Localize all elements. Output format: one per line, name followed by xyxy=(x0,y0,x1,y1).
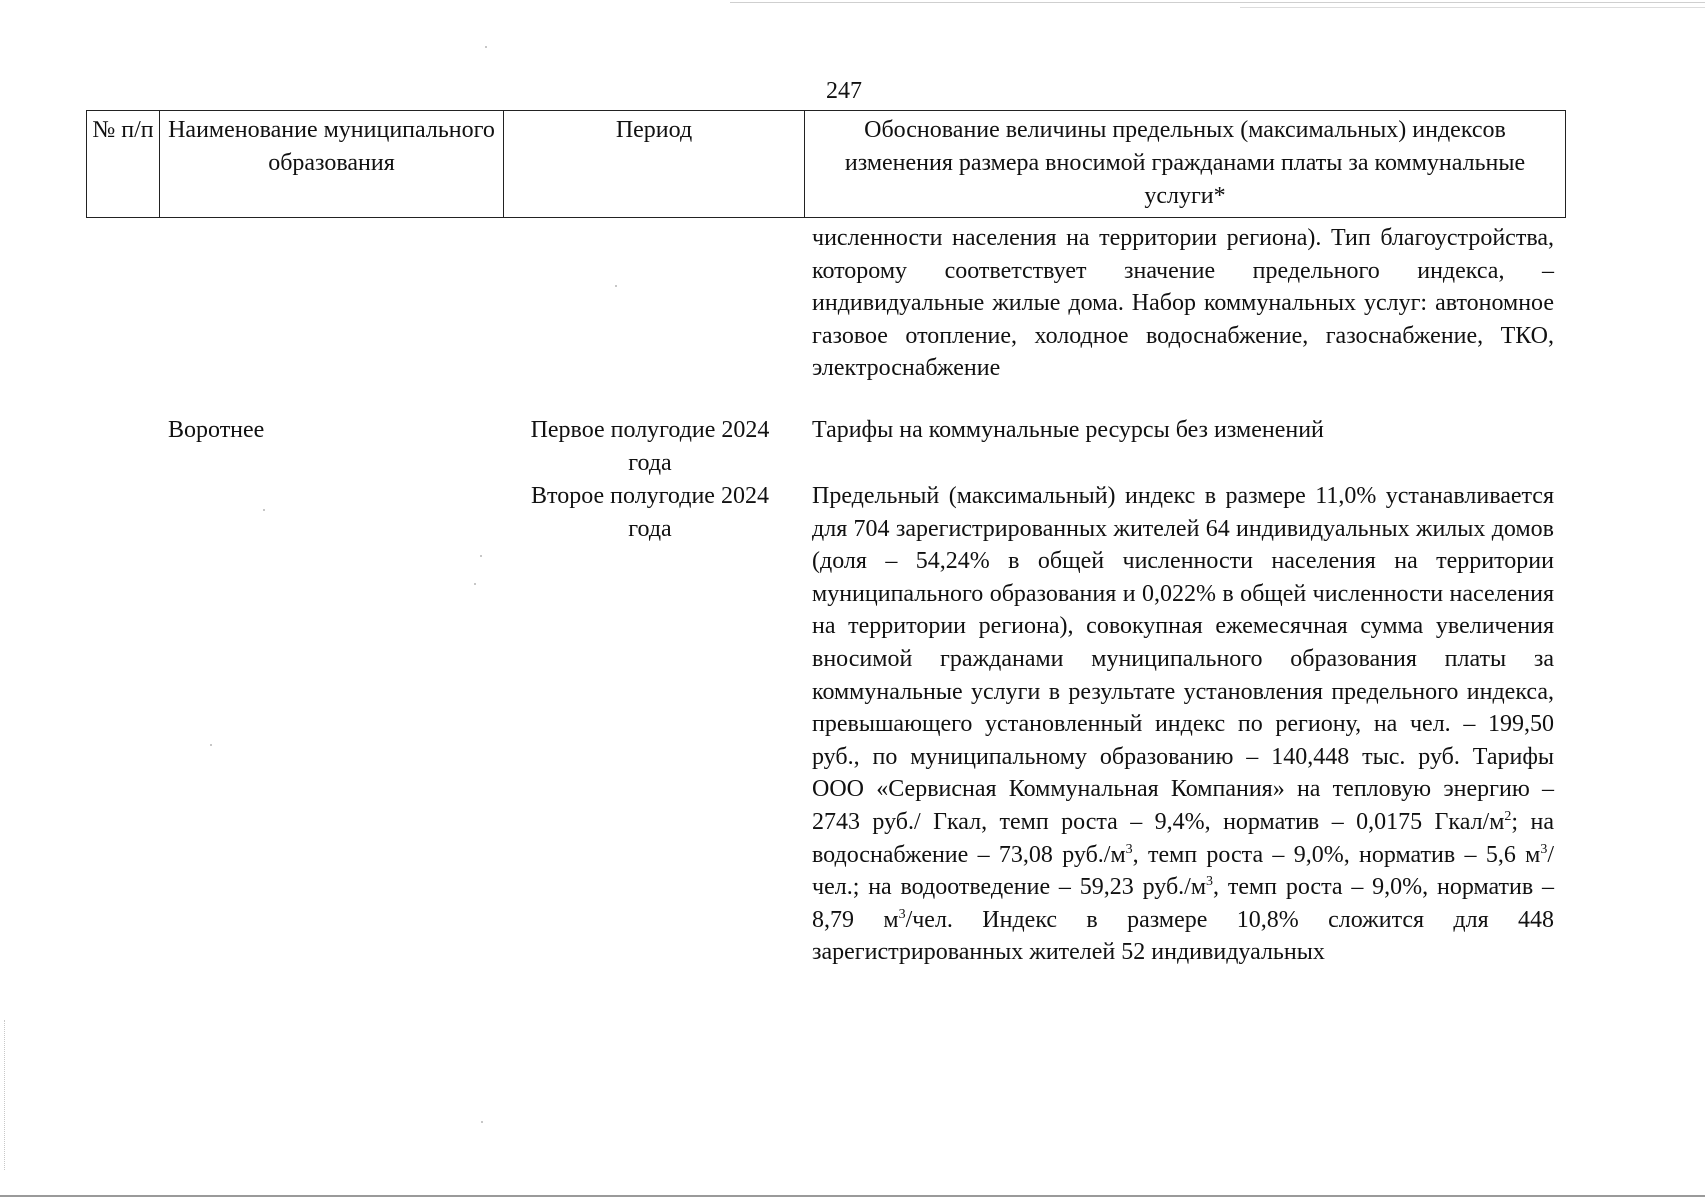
justification-text: , темп роста – 9,0%, норматив – 8,79 м xyxy=(812,874,1555,933)
scan-speck xyxy=(480,555,482,557)
page-number: 247 xyxy=(826,78,862,104)
scan-edge-line xyxy=(1240,7,1705,8)
superscript: 2 xyxy=(1504,808,1512,824)
scan-edge-line xyxy=(0,1195,1705,1197)
municipality-name: Воротнее xyxy=(168,417,265,443)
header-col-period: Период xyxy=(504,111,805,217)
scan-speck xyxy=(485,46,487,48)
justification-text: ; на водоснабжение – 73,08 руб./м xyxy=(812,808,1554,868)
justification-text: , темп роста – 9,0%, норматив – 5,6 м xyxy=(1132,841,1541,868)
scan-speck xyxy=(210,744,212,746)
scan-edge-noise xyxy=(4,1020,9,1170)
justification-text: Предельный (максимальный) индекс в размере 11,0% устанавливается для 704 зарегистрированных жителей 64 индивидуальных жилых домов (доля – 54,24% в общей численности населения на территории муниципального образования и 0,022% в общей численности населения на территории региона), совокупная ежемесячная сумма увеличения вносимой гражданами муниципального образования платы за коммунальные услуги в результате установления предельного индекса, превышающего установленный индекс по региону, на чел. – 199,50 руб., по муниципальному образованию – 140,448 тыс. руб. Тарифы ООО «Сервисная Коммунальная Компания» на тепловую энергию – 2743 руб./ Гкал, темп роста – 9,4%, норматив – 0,0175 Гкал/м xyxy=(812,483,1554,835)
scan-speck xyxy=(481,1121,483,1123)
scan-edge-line xyxy=(730,2,1705,3)
period-first-half: Первое полугодие 2024 года xyxy=(530,417,770,476)
scan-speck xyxy=(615,285,617,287)
period-second-half: Второе полугодие 2024 года xyxy=(531,483,769,542)
continuation-paragraph: численности населения на территории региона). Тип благоустройства, которому соответствует значение предельного индекса, – индивидуальные жилые дома. Набор коммунальных услуг: автономное газовое отопление, холодное водоснабжение, газоснабжение, ТКО, электроснабжение xyxy=(812,225,1554,382)
superscript: 3 xyxy=(1206,874,1214,890)
table-header-row xyxy=(86,110,1566,218)
scan-speck xyxy=(263,509,265,511)
header-col-municipality: Наименование муниципального образования xyxy=(160,111,504,217)
superscript: 3 xyxy=(898,906,906,922)
header-col-number: № п/п xyxy=(87,111,160,217)
superscript: 3 xyxy=(1540,841,1548,857)
justification-text: /чел. Индекс в размере 10,8% сложится для 448 зарегистрированных жителей 52 индивидуальных xyxy=(812,906,1555,966)
justification-second-half xyxy=(812,480,1554,969)
superscript: 3 xyxy=(1125,841,1133,857)
justification-text: /чел.; на водоотведение – 59,23 руб./м xyxy=(812,841,1554,901)
justification-first-half: Тарифы на коммунальные ресурсы без изменений xyxy=(812,417,1324,443)
scan-speck xyxy=(474,583,476,585)
header-col-justification: Обоснование величины предельных (максимальных) индексов изменения размера вносимой гражданами платы за коммунальные услуги* xyxy=(844,117,1526,209)
